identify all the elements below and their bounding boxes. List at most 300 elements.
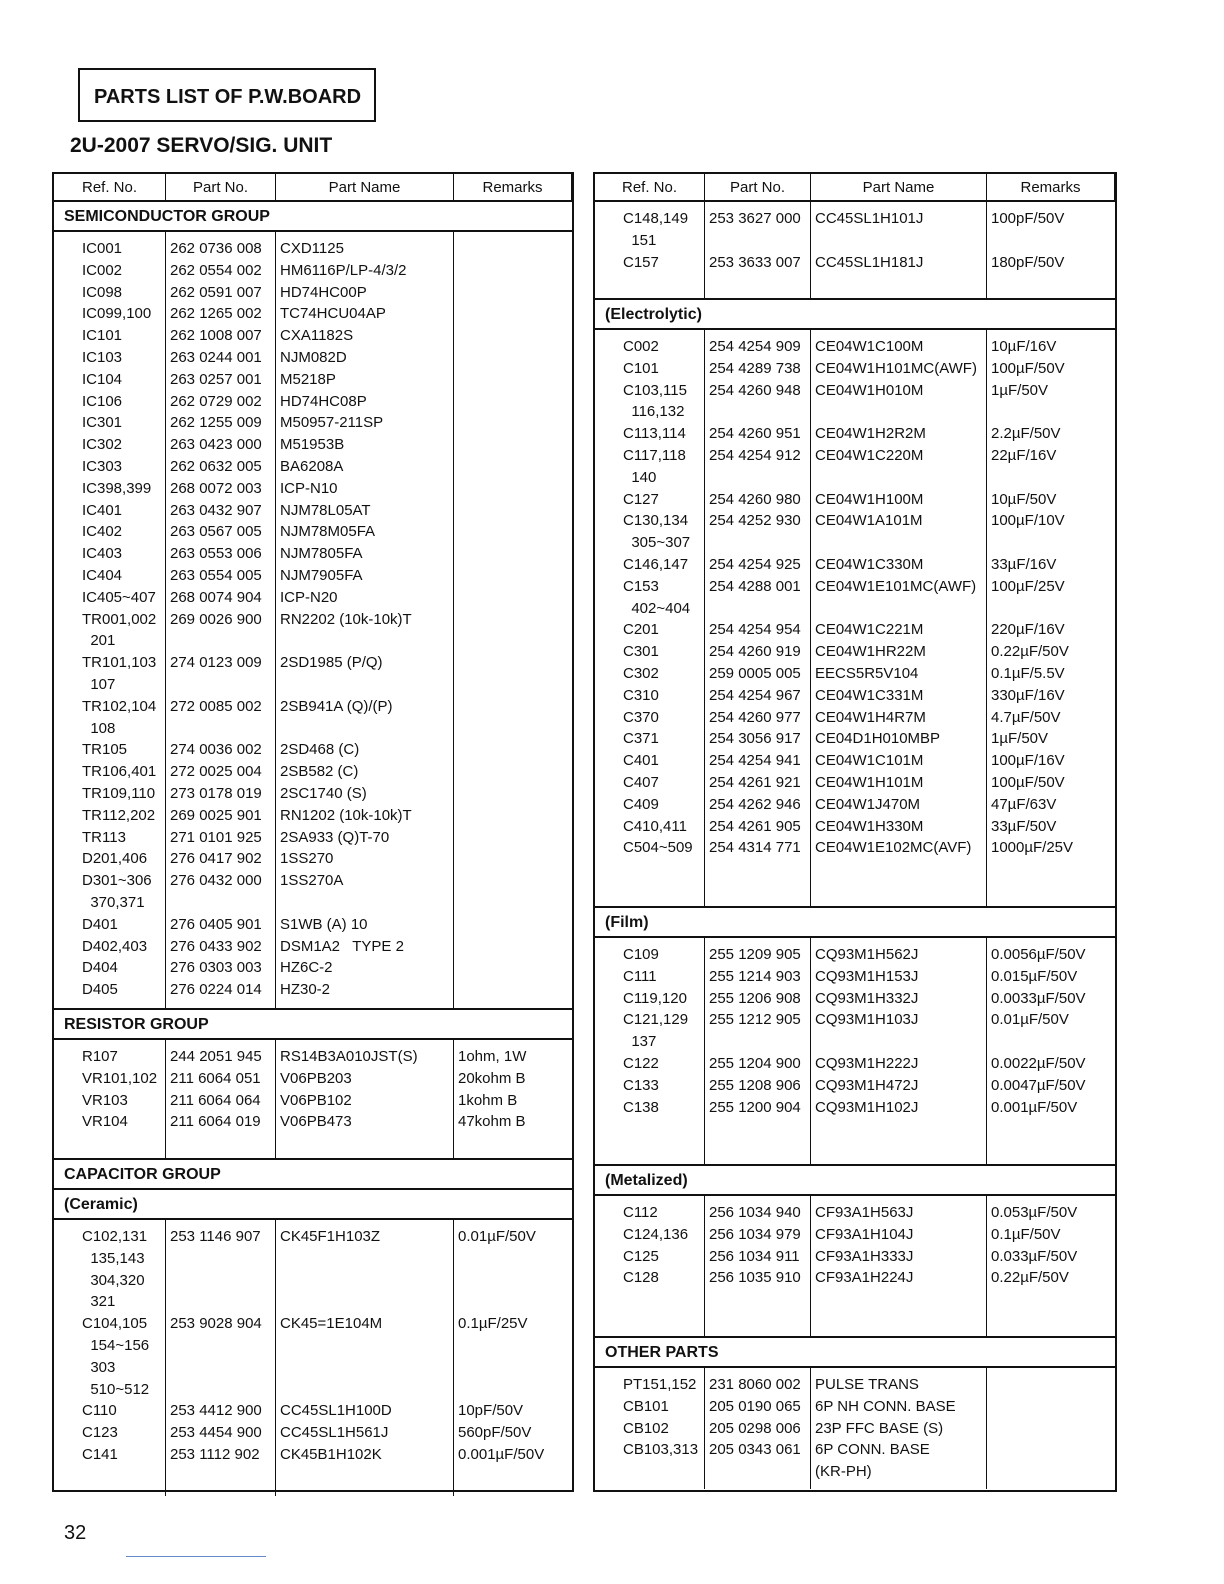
table-cell: C146,147 [623, 555, 689, 573]
table-cell [280, 1248, 453, 1270]
table-cell: 116,132 [623, 403, 685, 421]
table-cell: 253 3627 000 [709, 210, 801, 227]
table-cell [170, 674, 275, 696]
table-cell: 205 0298 006 [709, 1419, 801, 1437]
table-cell: 201 [82, 632, 116, 650]
table-cell: NJM78L05AT [280, 501, 371, 519]
column-header-remarks: Remarks [454, 174, 572, 202]
table-cell: 253 9028 904 [170, 1315, 262, 1333]
table-cell [458, 391, 572, 413]
table-cell: 2SA933 (Q)T-70 [280, 828, 390, 846]
table-cell [458, 587, 572, 609]
table-cell: C117,118 [623, 446, 686, 464]
table-cell: C370 [623, 708, 659, 726]
table-cell: 47µF/63V [991, 795, 1057, 813]
column-ref-no-cell [595, 1368, 705, 1489]
column-ref-no-cell [595, 330, 705, 906]
table-cell [709, 1461, 810, 1483]
table-cell: 263 0553 006 [170, 545, 262, 563]
table-cell: CE04W1C221M [815, 621, 924, 639]
table-cell: ICP-N10 [280, 479, 338, 497]
table-cell: RS14B3A010JST(S) [280, 1048, 418, 1065]
table-cell: IC001 [82, 240, 123, 257]
table-cell: CE04W1C331M [815, 686, 924, 704]
table-cell [280, 892, 453, 914]
table-cell: IC103 [82, 348, 123, 366]
column-remarks-cell [987, 938, 1115, 1164]
table-cell: 262 1265 002 [170, 305, 262, 323]
column-remarks-cell [454, 1040, 572, 1158]
table-cell: 10µF/16V [991, 338, 1057, 355]
table-cell: M50957-211SP [280, 414, 384, 432]
table-cell [458, 979, 572, 1001]
table-cell [458, 609, 572, 631]
table-cell: 0.001µF/50V [991, 1098, 1078, 1116]
table-cell: 0.1µF/5.5V [991, 664, 1065, 682]
group-body [54, 1220, 572, 1496]
table-cell: 107 [82, 675, 116, 693]
table-cell: 262 0554 002 [170, 261, 262, 279]
table-cell: CB101 [623, 1397, 669, 1415]
table-cell: 253 3633 007 [709, 253, 801, 271]
table-cell: HM6116P/LP-4/3/2 [280, 261, 407, 279]
column-ref-no-cell [54, 1040, 166, 1158]
table-cell [458, 543, 572, 565]
table-cell [458, 500, 572, 522]
table-cell: PT151,152 [623, 1376, 697, 1393]
table-cell: 276 0405 901 [170, 915, 262, 933]
table-cell: 2SB941A (Q)/(P) [280, 697, 393, 715]
table-cell [170, 1248, 275, 1270]
table-cell: 263 0432 907 [170, 501, 262, 519]
table-cell: 276 0303 003 [170, 959, 262, 977]
table-cell: C201 [623, 621, 659, 639]
table-cell: C113,114 [623, 425, 686, 443]
table-cell: CC45SL1H561J [280, 1424, 389, 1442]
table-cell: DSM1A2 TYPE 2 [280, 937, 404, 955]
table-cell: 262 0736 008 [170, 240, 262, 257]
table-cell: C138 [623, 1098, 659, 1116]
table-cell: C302 [623, 664, 659, 682]
table-cell: VR104 [82, 1113, 128, 1131]
table-cell [458, 914, 572, 936]
table-cell: 0.001µF/50V [458, 1445, 545, 1463]
unit-title: 2U-2007 SERVO/SIG. UNIT [70, 134, 333, 157]
table-cell: CC45SL1H100D [280, 1402, 392, 1420]
table-cell: 253 1112 902 [170, 1445, 260, 1463]
table-cell: C122 [623, 1054, 659, 1072]
column-part-name-cell [811, 938, 987, 1164]
table-cell: 220µF/16V [991, 621, 1065, 639]
group-body [595, 202, 1115, 300]
column-part-name-cell [811, 1196, 987, 1336]
table-cell: 254 4261 921 [709, 773, 801, 791]
table-cell: C124,136 [623, 1225, 689, 1243]
table-cell [280, 1357, 453, 1379]
table-cell: CQ93M1H332J [815, 989, 919, 1007]
column-part-name-cell [811, 330, 987, 906]
table-cell: 1ohm, 1W [458, 1048, 527, 1065]
column-part-no-cell [705, 330, 811, 906]
table-cell [991, 1396, 1115, 1418]
table-cell [458, 347, 572, 369]
table-cell: 1kohm B [458, 1091, 518, 1109]
table-cell: 154~156 [82, 1336, 150, 1354]
table-cell: BA6208A [280, 457, 344, 475]
table-cell: TR109,110 [82, 784, 156, 802]
table-cell: NJM082D [280, 348, 347, 366]
table-cell [458, 674, 572, 696]
table-cell: C133 [623, 1076, 659, 1094]
table-cell: 0.1µF/25V [458, 1315, 528, 1333]
table-cell [458, 282, 572, 304]
table-cell: 255 1212 905 [709, 1011, 801, 1029]
table-cell: CE04W1H100M [815, 490, 924, 508]
table-cell [991, 467, 1115, 489]
table-cell: 259 0005 005 [709, 664, 801, 682]
table-cell: 370,371 [82, 893, 145, 911]
table-cell: CF93A1H333J [815, 1247, 914, 1265]
table-cell [815, 532, 986, 554]
table-cell: 274 0036 002 [170, 741, 262, 759]
table-cell: 0.22µF/50V [991, 643, 1069, 661]
table-cell [280, 1291, 453, 1313]
table-cell: HZ6C-2 [280, 959, 333, 977]
table-cell: C125 [623, 1247, 659, 1265]
table-cell: 151 [623, 231, 657, 249]
table-cell: 263 0257 001 [170, 370, 262, 388]
table-cell [991, 230, 1115, 252]
table-cell: 304,320 [82, 1271, 145, 1289]
table-cell: CE04W1A101M [815, 512, 923, 530]
table-cell: 321 [82, 1293, 116, 1311]
column-part-no-cell [166, 1220, 276, 1496]
parts-table-left [52, 172, 574, 1492]
table-cell [815, 598, 986, 620]
table-cell: TR106,401 [82, 763, 157, 781]
table-cell: TR001,002 [82, 610, 157, 628]
table-cell: CE04W1H101M [815, 773, 924, 791]
table-cell: 269 0026 900 [170, 610, 262, 628]
table-cell: CC45SL1H101J [815, 210, 924, 227]
table-cell: RN2202 (10k-10k)T [280, 610, 412, 628]
table-cell: 263 0567 005 [170, 523, 262, 541]
table-cell: 402~404 [623, 599, 691, 617]
table-cell: NJM7805FA [280, 545, 363, 563]
table-cell: 20kohm B [458, 1069, 526, 1087]
section-electrolytic: (Electrolytic) [595, 300, 1115, 330]
column-part-no-cell [166, 1040, 276, 1158]
table-cell: 0.053µF/50V [991, 1204, 1078, 1221]
table-cell: IC402 [82, 523, 123, 541]
table-cell: 140 [623, 468, 657, 486]
table-cell: VR103 [82, 1091, 128, 1109]
table-cell: C148,149 [623, 210, 689, 227]
table-cell: C104,105 [82, 1315, 148, 1333]
table-cell: 100µF/50V [991, 359, 1065, 377]
table-cell: C128 [623, 1269, 659, 1287]
table-cell: 0.033µF/50V [991, 1247, 1078, 1265]
table-cell [709, 598, 810, 620]
table-cell: 276 0433 902 [170, 937, 262, 955]
table-cell: CXD1125 [280, 240, 344, 257]
table-cell: CE04W1H101MC(AWF) [815, 359, 977, 377]
table-cell [458, 521, 572, 543]
table-cell: 256 1035 910 [709, 1269, 801, 1287]
table-cell [815, 230, 986, 252]
table-cell [170, 892, 275, 914]
table-cell: CXA1182S [280, 327, 354, 345]
column-part-no-cell [705, 202, 811, 298]
column-remarks-cell [454, 1220, 572, 1496]
table-cell: ICP-N20 [280, 588, 338, 606]
table-cell: 253 4412 900 [170, 1402, 262, 1420]
table-cell: IC401 [82, 501, 123, 519]
table-cell: TR112,202 [82, 806, 156, 824]
table-cell [458, 369, 572, 391]
table-cell: 273 0178 019 [170, 784, 262, 802]
table-cell [458, 827, 572, 849]
table-cell: 510~512 [82, 1380, 150, 1398]
table-cell [458, 325, 572, 347]
table-cell: V06PB203 [280, 1069, 352, 1087]
table-cell: M5218P [280, 370, 336, 388]
table-cell: C401 [623, 752, 659, 770]
table-cell [280, 1379, 453, 1401]
table-cell [458, 630, 572, 652]
column-part-no-cell [705, 1368, 811, 1489]
table-cell: CF93A1H224J [815, 1269, 914, 1287]
table-cell: PULSE TRANS [815, 1376, 919, 1393]
table-cell [815, 401, 986, 423]
table-cell: 254 4262 946 [709, 795, 801, 813]
table-cell: 256 1034 940 [709, 1204, 801, 1221]
table-cell: 262 0729 002 [170, 392, 262, 410]
table-cell: 330µF/16V [991, 686, 1065, 704]
table-cell: 255 1206 908 [709, 989, 801, 1007]
table-cell: C301 [623, 643, 659, 661]
table-cell: CE04W1J470M [815, 795, 921, 813]
section-ceramic: (Ceramic) [54, 1190, 572, 1220]
column-ref-no-cell [595, 1196, 705, 1336]
table-cell: C109 [623, 946, 659, 963]
table-cell [280, 1335, 453, 1357]
table-cell: C111 [623, 967, 657, 985]
table-cell: 254 4254 925 [709, 555, 801, 573]
group-body [595, 330, 1115, 908]
table-cell [170, 1335, 275, 1357]
table-cell: 205 0190 065 [709, 1397, 801, 1415]
table-cell: TC74HCU04AP [280, 305, 386, 323]
table-cell: CB102 [623, 1419, 669, 1437]
table-cell: D402,403 [82, 937, 148, 955]
table-cell: IC301 [82, 414, 123, 432]
table-cell: D201,406 [82, 850, 148, 868]
table-cell: 253 4454 900 [170, 1424, 262, 1442]
table-cell: C130,134 [623, 512, 689, 530]
table-cell [709, 401, 810, 423]
table-cell: 269 0025 901 [170, 806, 262, 824]
table-cell [280, 674, 453, 696]
table-cell: CQ93M1H153J [815, 967, 919, 985]
table-cell [458, 739, 572, 761]
table-cell: CE04W1H4R7M [815, 708, 926, 726]
table-cell [709, 1031, 810, 1053]
table-cell: C410,411 [623, 817, 687, 835]
table-cell: CF93A1H563J [815, 1204, 914, 1221]
table-cell: CQ93M1H472J [815, 1076, 919, 1094]
table-cell: IC302 [82, 436, 123, 454]
table-cell: IC106 [82, 392, 123, 410]
column-remarks-cell [987, 1368, 1115, 1489]
table-cell [280, 1270, 453, 1292]
table-cell: C153 [623, 577, 659, 595]
table-cell [458, 565, 572, 587]
table-cell [458, 1335, 572, 1357]
table-cell: 272 0085 002 [170, 697, 262, 715]
table-cell: EECS5R5V104 [815, 664, 919, 682]
table-cell: RN1202 (10k-10k)T [280, 806, 412, 824]
table-cell: CK45B1H102K [280, 1445, 382, 1463]
table-cell: CQ93M1H562J [815, 946, 919, 963]
table-cell: TR105 [82, 741, 128, 759]
table-cell: 276 0432 000 [170, 872, 262, 890]
column-ref-no-cell [595, 938, 705, 1164]
column-header-ref: Ref. No. [595, 174, 705, 202]
table-cell: TR113 [82, 828, 126, 846]
table-cell: 0.01µF/50V [458, 1228, 536, 1245]
column-remarks-cell [987, 202, 1115, 298]
table-cell [458, 1379, 572, 1401]
table-cell: 2SC1740 (S) [280, 784, 367, 802]
table-cell: 262 1255 009 [170, 414, 262, 432]
column-part-name-cell [276, 232, 454, 1008]
table-cell: 2SD468 (C) [280, 741, 360, 759]
table-cell [991, 1418, 1115, 1440]
group-body [595, 1368, 1115, 1489]
table-cell [170, 1379, 275, 1401]
table-cell: C141 [82, 1445, 118, 1463]
page-number: 32 [64, 1522, 87, 1544]
table-cell: CE04W1E101MC(AWF) [815, 577, 977, 595]
table-cell: 2.2µF/50V [991, 425, 1061, 443]
table-cell: 231 8060 002 [709, 1376, 801, 1393]
table-cell: 276 0224 014 [170, 981, 262, 999]
table-cell: 254 4260 951 [709, 425, 801, 443]
column-part-no-cell [166, 232, 276, 1008]
table-cell: C371 [623, 730, 659, 748]
table-cell: 274 0123 009 [170, 654, 262, 672]
column-header-part-no: Part No. [166, 174, 276, 202]
table-cell: TR101,103 [82, 654, 157, 672]
table-cell [458, 761, 572, 783]
table-cell: 6P CONN. BASE [815, 1441, 930, 1459]
section-film: (Film) [595, 908, 1115, 938]
column-ref-no-cell [595, 202, 705, 298]
column-header-ref: Ref. No. [54, 174, 166, 202]
table-cell [458, 783, 572, 805]
table-cell [458, 652, 572, 674]
table-cell: 1SS270A [280, 872, 344, 890]
table-cell [458, 434, 572, 456]
table-cell: CE04W1H2R2M [815, 425, 926, 443]
table-cell: 244 2051 945 [170, 1048, 262, 1065]
table-cell: 254 4254 912 [709, 446, 801, 464]
table-cell [815, 1031, 986, 1053]
table-cell: NJM7905FA [280, 566, 363, 584]
table-cell: 256 1034 979 [709, 1225, 801, 1243]
table-cell: 271 0101 925 [170, 828, 262, 846]
table-cell: 254 4314 771 [709, 839, 801, 857]
table-cell: IC303 [82, 457, 123, 475]
page-title: PARTS LIST OF P.W.BOARD [78, 68, 376, 122]
table-cell: IC403 [82, 545, 123, 563]
table-cell [458, 456, 572, 478]
table-cell [170, 1291, 275, 1313]
table-cell [991, 1374, 1115, 1396]
table-cell: CE04W1HR22M [815, 643, 926, 661]
table-cell: 0.0022µF/50V [991, 1054, 1086, 1072]
table-cell: C409 [623, 795, 659, 813]
table-cell: 100µF/50V [991, 773, 1065, 791]
table-cell [458, 1248, 572, 1270]
table-cell: CE04D1H010MBP [815, 730, 941, 748]
group-body [595, 1196, 1115, 1338]
table-cell: 254 3056 917 [709, 730, 801, 748]
table-cell: 137 [623, 1033, 657, 1051]
table-cell [991, 1461, 1115, 1483]
table-cell: 268 0074 904 [170, 588, 262, 606]
table-cell: IC099,100 [82, 305, 152, 323]
table-cell: 254 4254 909 [709, 338, 801, 355]
column-part-name-cell [811, 202, 987, 298]
table-cell: C121,129 [623, 1011, 689, 1029]
table-cell: CE04W1H010M [815, 381, 924, 399]
table-cell: 211 6064 051 [170, 1069, 261, 1087]
table-cell: 254 4260 919 [709, 643, 801, 661]
table-cell: 254 4254 967 [709, 686, 801, 704]
table-cell [458, 238, 572, 260]
table-cell: CQ93M1H222J [815, 1054, 919, 1072]
table-cell: 10µF/50V [991, 490, 1057, 508]
table-cell: 276 0417 902 [170, 850, 262, 868]
section-semiconductor: SEMICONDUCTOR GROUP [54, 202, 572, 232]
table-cell: 108 [82, 719, 116, 737]
table-cell: 4.7µF/50V [991, 708, 1061, 726]
table-cell: 256 1034 911 [709, 1247, 800, 1265]
table-cell: 255 1204 900 [709, 1054, 801, 1072]
table-cell: IC405~407 [82, 588, 156, 606]
table-cell [991, 1439, 1115, 1461]
table-cell [458, 478, 572, 500]
table-cell: 268 0072 003 [170, 479, 262, 497]
table-cell: 0.01µF/50V [991, 1011, 1069, 1029]
column-remarks-cell [454, 232, 572, 1008]
table-cell: V06PB102 [280, 1091, 352, 1109]
column-part-name-cell [276, 1040, 454, 1158]
table-cell [280, 630, 453, 652]
table-cell [170, 630, 275, 652]
table-cell: 1SS270 [280, 850, 334, 868]
table-cell: CE04W1E102MC(AVF) [815, 839, 972, 857]
table-cell: IC104 [82, 370, 123, 388]
table-cell [170, 718, 275, 740]
table-cell [623, 1461, 704, 1483]
table-cell: NJM78M05FA [280, 523, 376, 541]
table-cell: 305~307 [623, 534, 691, 552]
table-cell [709, 532, 810, 554]
table-cell: 211 6064 019 [170, 1113, 261, 1131]
